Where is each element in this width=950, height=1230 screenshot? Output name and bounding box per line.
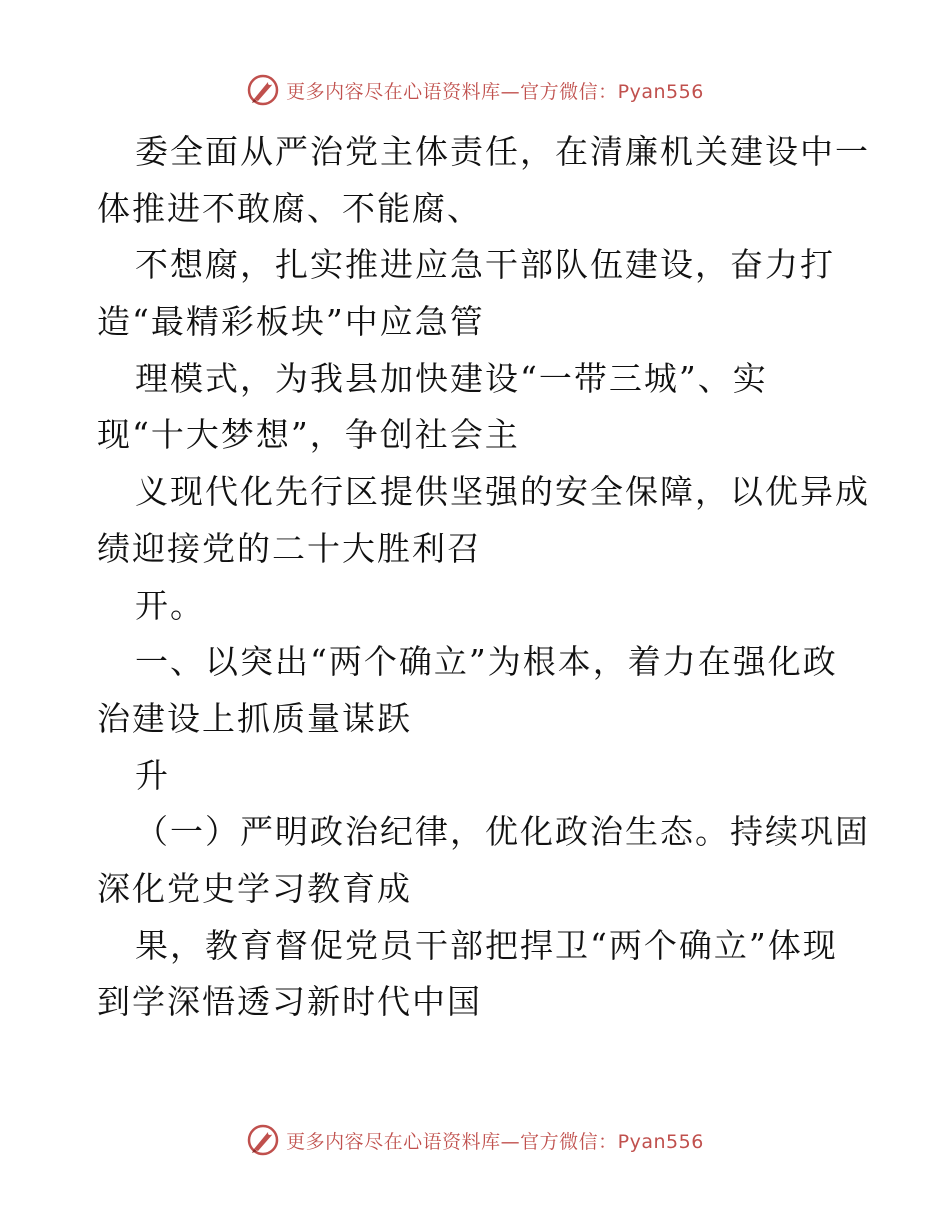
paragraph-line: 到学深悟透习新时代中国 bbox=[97, 982, 482, 1022]
paragraph-line: 义现代化先行区提供坚强的安全保障，以优异成 bbox=[135, 472, 870, 512]
paragraph-line: 委全面从严治党主体责任，在清廉机关建设中一 bbox=[135, 132, 870, 171]
paragraph-line: 开。 bbox=[135, 585, 205, 625]
section-heading-line: 一、以突出“两个确立”为根本，着力在强化政 bbox=[135, 642, 838, 682]
paragraph-line: 体推进不敢腐、不能腐、 bbox=[97, 188, 482, 228]
paragraph-line: 现“十大梦想”，争创社会主 bbox=[97, 415, 520, 455]
paragraph-line: 不想腐，扎实推进应急干部队伍建设，奋力打 bbox=[135, 245, 835, 285]
watermark-text: 更多内容尽在心语资料库—官方微信：Pyan556 bbox=[286, 80, 704, 103]
subsection-line: （一）严明政治纪律，优化政治生态。持续巩固 bbox=[135, 812, 870, 852]
watermark-text: 更多内容尽在心语资料库—官方微信：Pyan556 bbox=[286, 1130, 704, 1153]
section-heading-line: 升 bbox=[135, 755, 170, 795]
paragraph-line: 绩迎接党的二十大胜利召 bbox=[97, 528, 482, 568]
document-body bbox=[97, 124, 870, 1031]
footer-watermark bbox=[0, 1118, 950, 1162]
quill-pen-logo-icon bbox=[246, 1123, 280, 1157]
paragraph-line: 理模式，为我县加快建设“一带三城”、实 bbox=[135, 358, 768, 398]
paragraph-line: 造“最精彩板块”中应急管 bbox=[97, 302, 485, 342]
paragraph-line: 深化党史学习教育成 bbox=[97, 868, 412, 908]
quill-pen-logo-icon bbox=[246, 73, 280, 107]
section-heading-line: 治建设上抓质量谋跃 bbox=[97, 698, 412, 738]
paragraph-line: 果，教育督促党员干部把捍卫“两个确立”体现 bbox=[135, 925, 838, 965]
header-watermark bbox=[0, 68, 950, 112]
